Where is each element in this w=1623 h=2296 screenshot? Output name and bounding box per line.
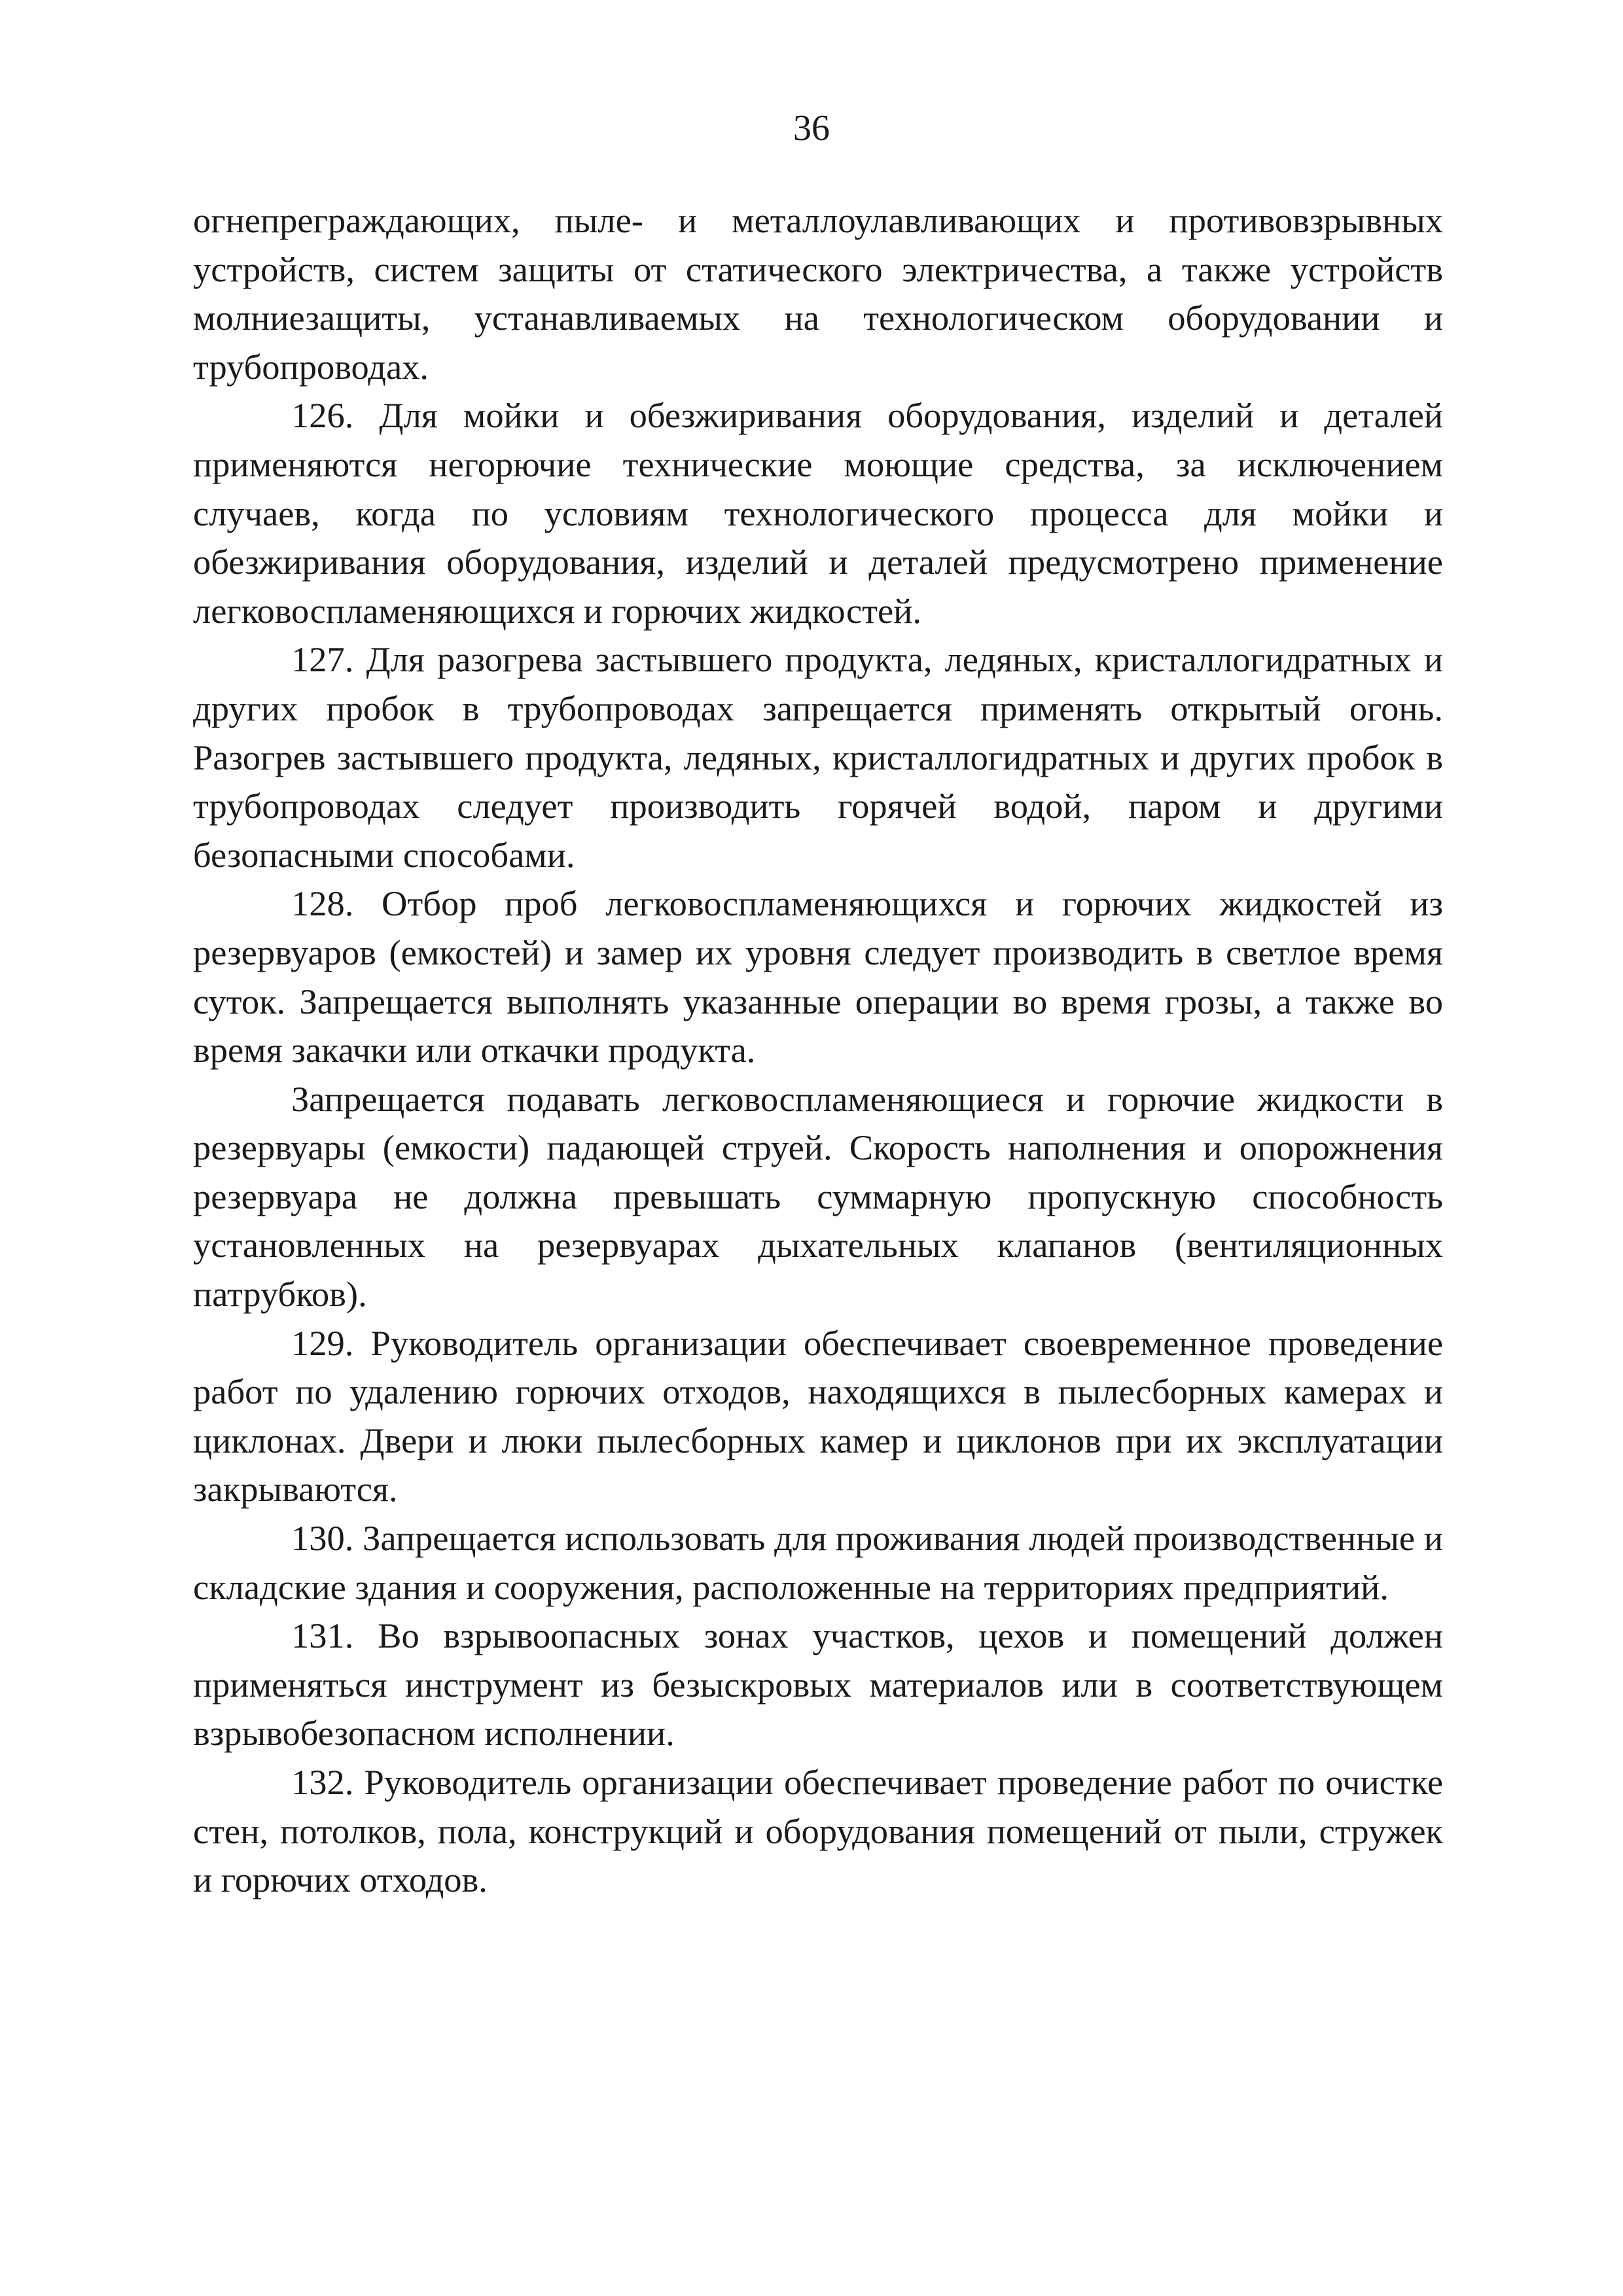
page-number: 36 [793,108,830,149]
paragraph-text: Руководитель организации обеспечивает проведение работ по очистке стен, потолков, пола, конструкций и оборудования помещений от пыли, стружек и горючих отходов. [193,1762,1444,1900]
paragraph-128 [193,879,1443,1074]
paragraph-number: 128. [291,883,354,924]
paragraph-text: Отбор проб легковоспламеняющихся и горючих жидкостей из резервуаров (емкостей) и замер их уровня следует производить в светлое время суток. Запрещается выполнять указанные операции во время грозы, а также во время закачки или откачки продукта. [193,883,1443,1070]
paragraph-number: 126. [291,395,354,436]
paragraph-number: 130. [291,1518,354,1559]
paragraph-text: Для мойки и обезжиривания оборудования, изделий и деталей применяются негорючие технические моющие средства, за исключением случаев, когда по условиям технологического процесса для мойки и обезжиривания оборудования, изделий и деталей предусмотрено применение легковоспламеняющихся и горючих жидкостей. [193,395,1443,631]
paragraph-128-continued [193,1075,1443,1319]
paragraph-text: Запрещается использовать для проживания людей производственные и складские здания и сооружения, расположенные на территориях предприятий. [193,1518,1444,1607]
document-body [193,196,1443,1905]
paragraph-number: 127. [291,639,354,680]
paragraph-number: 129. [291,1322,354,1363]
paragraph-text: Для разогрева застывшего продукта, ледяных, кристаллогидратных и других пробок в трубопроводах запрещается применять открытый огонь. Разогрев застывшего продукта, ледяных, кристаллогидратных и других пробок в трубопроводах следует производить горячей водой, паром и другими безопасными способами. [193,639,1444,875]
paragraph-continuation [193,196,1443,391]
paragraph-text: Во взрывоопасных зонах участков, цехов и помещений должен применяться инструмент из безыскровых материалов или в соответствующем взрывобезопасном исполнении. [193,1616,1443,1754]
paragraph-127 [193,635,1443,879]
paragraph-number: 132. [291,1762,354,1802]
paragraph-number: 131. [291,1616,354,1656]
paragraph-131 [193,1612,1443,1758]
paragraph-130 [193,1514,1443,1612]
paragraph-text: огнепреграждающих, пыле- и металлоулавливающих и противовзрывных устройств, систем защиты от статического электричества, а также устройств молниезащиты, устанавливаемых на технологическом оборудовании и трубопроводах. [193,200,1443,387]
paragraph-text: Запрещается подавать легковоспламеняющиеся и горючие жидкости в резервуары (емкости) падающей струей. Скорость наполнения и опорожнения резервуара не должна превышать суммарную пропускную способность установленных на резервуарах дыхательных клапанов (вентиляционных патрубков). [193,1078,1443,1315]
paragraph-129 [193,1319,1443,1514]
paragraph-132 [193,1758,1443,1905]
paragraph-126 [193,391,1443,635]
paragraph-text: Руководитель организации обеспечивает своевременное проведение работ по удалению горючих отходов, находящихся в пылесборных камерах и циклонах. Двери и люки пылесборных камер и циклонов при их эксплуатации закрываются. [193,1322,1444,1510]
